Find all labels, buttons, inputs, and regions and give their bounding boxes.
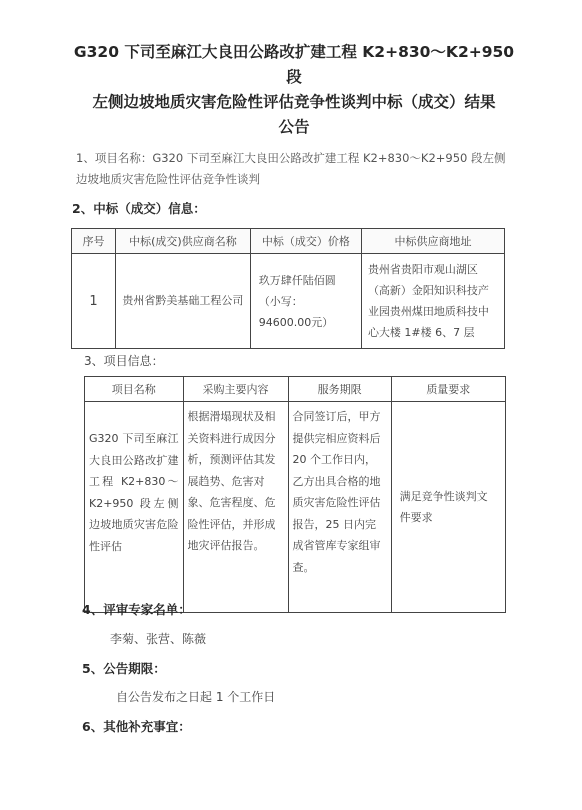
col-header-quality: 质量要求: [391, 377, 505, 402]
price-number: （小写：94600.00元）: [258, 294, 334, 329]
bid-table-header-row: [72, 229, 505, 254]
notice-period-heading: 5、公告期限：: [82, 661, 166, 676]
page-title: [64, 40, 524, 140]
project-name-line-1: 1、项目名称：G320 下司至麻江大良田公路改扩建工程 K2+830～K2+950 段左侧: [76, 151, 506, 165]
project-name-line-2: 边坡地质灾害危险性评估竞争性谈判: [76, 172, 260, 186]
project-info-table: [84, 376, 506, 613]
other-matters-heading: 6、其他补充事宜：: [82, 719, 191, 734]
col-header-supplier: 中标(成交)供应商名称: [116, 229, 251, 254]
cell-content: 根据滑塌现状及相关资料进行成因分析，预测评估其发展趋势、危害对象、危害程度、危险性评估，并形成地灾评估报告。: [183, 402, 288, 613]
title-line-3: 公告: [278, 118, 310, 136]
price-text: 玖万肆仟陆佰圆: [258, 273, 336, 287]
experts-heading: 4、评审专家名单：: [82, 602, 191, 617]
col-header-price: 中标（成交）价格: [250, 229, 361, 254]
cell-no: 1: [72, 254, 116, 349]
title-line-2: 左侧边坡地质灾害危险性评估竞争性谈判中标（成交）结果: [92, 93, 496, 111]
col-header-content: 采购主要内容: [183, 377, 288, 402]
notice-period-text: 自公告发布之日起 1 个工作日: [116, 690, 276, 704]
cell-address: 贵州省贵阳市观山湖区（高新）金阳知识科技产业园贵州煤田地质科技中心大楼 1#楼 6、7 层: [361, 254, 504, 349]
project-info-heading: 3、项目信息：: [84, 354, 164, 368]
col-header-project-name: 项目名称: [85, 377, 184, 402]
experts-names: 李菊、张营、陈薇: [110, 632, 207, 646]
title-line-1: G320 下司至麻江大良田公路改扩建工程 K2+830～K2+950 段: [73, 43, 515, 86]
cell-term: 合同签订后，甲方提供完相应资料后 20 个工作日内，乙方出具合格的地质灾害危险性评估报告，25 日内完成省管库专家组审查。: [288, 402, 391, 613]
table-row: [85, 402, 506, 613]
cell-price: [250, 254, 361, 349]
col-header-term: 服务期限: [288, 377, 391, 402]
cell-supplier: 贵州省黔美基础工程公司: [116, 254, 251, 349]
cell-quality: 满足竞争性谈判文件要求: [391, 402, 505, 613]
table-row: [72, 254, 505, 349]
project-table-header-row: [85, 377, 506, 402]
col-header-address: 中标供应商地址: [361, 229, 504, 254]
bid-info-heading: 2、中标（成交）信息：: [72, 201, 206, 216]
bid-result-table: [71, 228, 505, 349]
project-name-paragraph: [76, 148, 536, 190]
col-header-no: 序号: [72, 229, 116, 254]
cell-project-name: G320 下司至麻江大良田公路改扩建工程 K2+830～K2+950 段左侧边坡地质灾害危险性评估: [85, 402, 184, 613]
